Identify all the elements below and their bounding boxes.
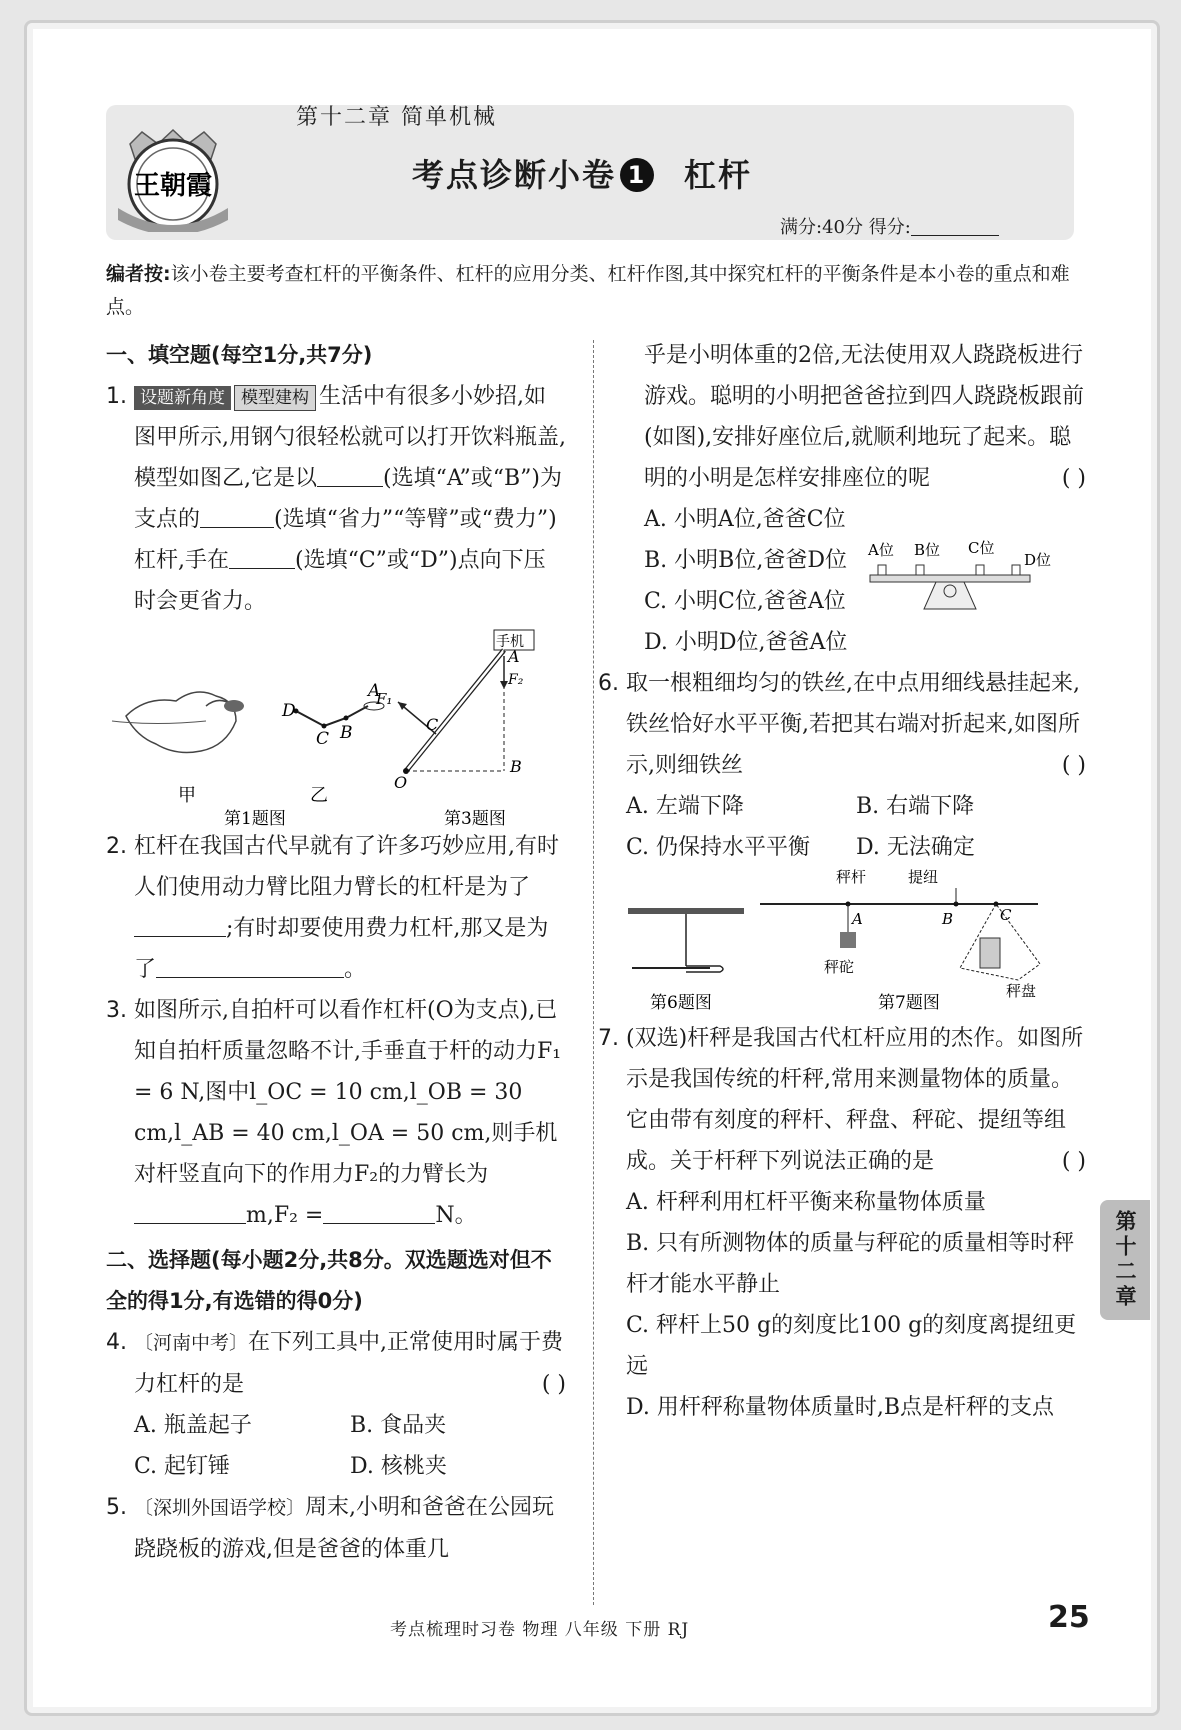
question-number: 5. [106, 1495, 127, 1520]
model-tag: 模型建构 [234, 385, 316, 411]
left-column [106, 335, 566, 1570]
fig7-label-knob: 提纽 [908, 868, 939, 886]
fig1-jia: 甲 [178, 785, 196, 806]
q5-continued [626, 335, 1086, 499]
q5-stem-right: 乎是小明体重的2倍,无法使用双人跷跷板进行游戏。聪明的小明把爸爸拉到四人跷跷板跟前(如图),安排好座位后,就顺利地玩了起来。聪明的小明是怎样安排座位的呢 [644, 343, 1085, 491]
q1-blank-2[interactable] [200, 505, 274, 528]
q5-options [626, 499, 1086, 663]
question-2 [106, 826, 566, 990]
fig7-caption: 第7题图 [878, 993, 940, 1013]
fig7-label-a: A [852, 910, 863, 928]
fig6-wire [628, 908, 744, 972]
fig3-caption: 第3题图 [444, 809, 506, 826]
q2-blank-2[interactable] [156, 955, 344, 978]
q5-answer-bracket[interactable]: ( ) [1061, 466, 1086, 491]
q1-text-2: (选填“A”或“B”)为支点的 [134, 466, 562, 532]
fig1-label-a: A [368, 681, 381, 701]
fig3-label-b: B [510, 757, 522, 776]
q7-option-b[interactable]: B. 只有所测物体的质量与秤砣的质量相等时秤杆才能水平静止 [626, 1231, 1075, 1297]
question-number: 3. [106, 998, 127, 1023]
score-line [780, 213, 999, 239]
column-divider [593, 340, 594, 1605]
section-fill-blank: 一、填空题(每空1分,共7分) [106, 343, 373, 367]
q6-options-row-2 [626, 827, 1086, 868]
q3-blank-2[interactable] [323, 1201, 435, 1224]
question-4 [106, 1322, 566, 1487]
fig3-label-a: A [508, 647, 520, 666]
q4-option-b[interactable]: B. 食品夹 [350, 1413, 447, 1438]
seesaw-figure [864, 539, 1064, 615]
paper-number-badge: 1 [620, 158, 654, 192]
score-label: 满分:40分 得分: [780, 217, 911, 238]
question-3 [106, 990, 566, 1236]
fig1-label-c: C [316, 729, 330, 749]
logo-text: 王朝霞 [133, 171, 213, 201]
fig3-label-f2: F₂ [508, 672, 524, 688]
q1-blank-1[interactable] [317, 464, 383, 487]
q7-stem: (双选)杆秤是我国古代杠杆应用的杰作。如图所示是我国传统的杆秤,常用来测量物体的质量。它由带有刻度的秤杆、秤盘、秤砣、提纽等组成。关于杆秤下列说法正确的是 [626, 1026, 1084, 1174]
q3-text-1: 如图所示,自拍杆可以看作杠杆(O为支点),已知自拍杆质量忽略不计,手垂直于杆的动力F₁ = 6 N,图中l_OC = 10 cm,l_OB = 30 cm,l_AB = 40 cm,l_OA = 50 cm,则手机对杆竖直向下的作用力F₂的力臂长为 [134, 998, 562, 1187]
q2-text-2: ;有时却要使用费力杠杆,那又是为了 [134, 916, 549, 982]
figures-6-and-7 [608, 868, 1068, 1018]
q3-blank-1[interactable] [134, 1201, 246, 1224]
q5-option-d[interactable]: D. 小明D位,爸爸A位 [644, 630, 848, 655]
q1-blank-3[interactable] [229, 546, 295, 569]
q4-options-row-1 [134, 1405, 566, 1446]
q4-stem: 在下列工具中,正常使用时属于费力杠杆的是 [134, 1330, 564, 1397]
paper-title [412, 150, 752, 196]
fig7-steelyard [760, 868, 1040, 1000]
q5-option-a[interactable]: A. 小明A位,爸爸C位 [644, 507, 846, 532]
fig3-phone-label: 手机 [496, 634, 524, 650]
q7-answer-bracket[interactable]: ( ) [1061, 1149, 1086, 1174]
section-multiple-choice: 二、选择题(每小题2分,共8分。双选题选对但不全的得1分,有选错的得0分) [106, 1248, 552, 1313]
q3-text-3: N。 [435, 1203, 477, 1228]
q5-option-c[interactable]: C. 小明C位,爸爸A位 [644, 589, 846, 614]
figures-1-and-3 [106, 626, 566, 826]
chapter-title: 第十二章 简单机械 [296, 105, 497, 130]
brand-logo [112, 122, 234, 232]
fig3-label-o: O [394, 773, 408, 792]
q4-option-c[interactable]: C. 起钉锤 [134, 1454, 231, 1479]
q7-option-d[interactable]: D. 用杆秤称量物体质量时,B点是杆秤的支点 [626, 1395, 1055, 1420]
q7-option-a[interactable]: A. 杆秤利用杠杆平衡来称量物体质量 [626, 1190, 986, 1215]
question-5 [106, 1487, 566, 1570]
q5-stem-left: 周末,小明和爸爸在公园玩跷跷板的游戏,但是爸爸的体重几 [134, 1495, 555, 1562]
q4-options-row-2 [134, 1446, 566, 1487]
seat-a-label: A位 [868, 541, 894, 559]
q6-stem: 取一根粗细均匀的铁丝,在中点用细线悬挂起来,铁丝恰好水平平衡,若把其右端对折起来,如图所示,则细铁丝 [626, 671, 1080, 778]
q6-answer-bracket[interactable]: ( ) [1061, 753, 1086, 778]
fig1-label-b: B [340, 723, 353, 743]
q6-option-d[interactable]: D. 无法确定 [856, 835, 975, 860]
seat-b-label: B位 [914, 541, 941, 559]
q4-option-a[interactable]: A. 瓶盖起子 [134, 1413, 252, 1438]
fig7-label-b: B [942, 910, 954, 928]
fig3-selfie-stick [375, 630, 534, 792]
fig1-caption: 第1题图 [224, 809, 286, 826]
page-footer: 考点梳理时习卷 物理 八年级 下册 RJ [390, 1620, 690, 1640]
q5-source: 〔深圳外国语学校〕 [134, 1497, 306, 1519]
q5-option-b[interactable]: B. 小明B位,爸爸D位 [644, 548, 847, 573]
fig7-label-weight: 秤砣 [824, 958, 855, 976]
q7-option-c[interactable]: C. 秤杆上50 g的刻度比100 g的刻度离提纽更远 [626, 1313, 1077, 1379]
new-angle-tag: 设题新角度 [134, 386, 231, 410]
question-7 [598, 1018, 1086, 1428]
q6-options-row-1 [626, 786, 1086, 827]
question-number: 7. [598, 1026, 619, 1051]
question-number: 4. [106, 1330, 127, 1355]
q2-text-1: 杠杆在我国古代早就有了许多巧妙应用,有时人们使用动力臂比阻力臂长的杠杆是为了 [134, 834, 559, 900]
q6-option-c[interactable]: C. 仍保持水平平衡 [626, 835, 811, 860]
question-number: 6. [598, 671, 619, 696]
editor-note [106, 258, 1076, 324]
fig7-label-pan: 秤盘 [1006, 982, 1037, 1000]
editor-note-text: 该小卷主要考查杠杆的平衡条件、杠杆的应用分类、杠杆作图,其中探究杠杆的平衡条件是本小卷的重点和难点。 [106, 263, 1070, 318]
q4-answer-bracket[interactable]: ( ) [541, 1372, 566, 1397]
q2-blank-1[interactable] [134, 914, 226, 937]
q1-text-4: (选填“C”或“D”)点向下压时会更省力。 [134, 548, 546, 614]
seat-d-label: D位 [1024, 551, 1052, 569]
paper-subject: 杠杆 [684, 156, 753, 194]
question-number: 1. [106, 384, 127, 409]
fig7-label-beam: 秤杆 [836, 868, 867, 886]
editor-note-lead: 编者按: [106, 263, 171, 285]
fig3-label-f1: F₁ [376, 690, 393, 708]
question-number: 2. [106, 834, 127, 859]
q4-option-d[interactable]: D. 核桃夹 [350, 1454, 447, 1479]
question-6 [598, 663, 1086, 868]
question-1 [106, 376, 566, 622]
seat-c-label: C位 [968, 539, 995, 557]
paper-title-text: 考点诊断小卷 [412, 156, 617, 194]
chapter-side-tab: 第十二章 [1100, 1200, 1150, 1320]
fig6-caption: 第6题图 [650, 993, 712, 1013]
q6-option-b[interactable]: B. 右端下降 [856, 794, 975, 819]
fig7-label-c: C [1000, 906, 1012, 924]
fig3-label-c: C [426, 715, 439, 734]
page-number: 25 [1048, 1600, 1090, 1635]
fig1-yi: 乙 [310, 785, 328, 806]
fig1-lever-model [281, 681, 384, 749]
score-blank[interactable] [911, 217, 999, 236]
q2-text-3: 。 [344, 957, 367, 982]
q6-option-a[interactable]: A. 左端下降 [626, 794, 744, 819]
q1-text-3: (选填“省力”“等臂”或“费力”)杠杆,手在 [134, 507, 557, 573]
q4-source: 〔河南中考〕 [134, 1332, 249, 1354]
q3-text-2: m,F₂ = [246, 1203, 324, 1228]
fig1-hand-drawing [112, 692, 244, 752]
fig1-label-d: D [282, 701, 296, 721]
right-column [598, 335, 1086, 1428]
q1-text-1: 生活中有很多小妙招,如图甲所示,用钢勺很轻松就可以打开饮料瓶盖,模型如图乙,它是以 [134, 384, 566, 491]
